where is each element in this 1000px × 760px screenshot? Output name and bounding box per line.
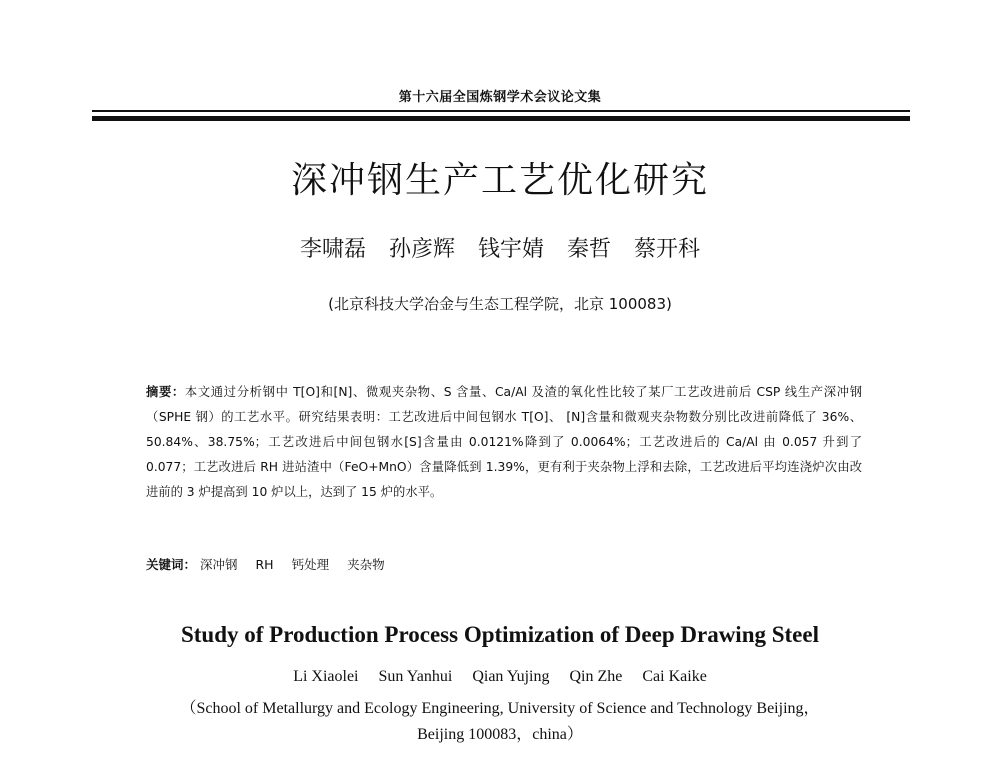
abstract-text: 本文通过分析钢中 T[O]和[N]、微观夹杂物、S 含量、Ca/Al 及渣的氧化性比较了某厂工艺改进前后 CSP 线生产深冲钢（SPHE 钢）的工艺水平。研究结果表明：工艺改进后中间包钢水 T[O]、 [N]含量和微观夹杂物数分别比改进前降低了 36%、50.84%、38.75%；工艺改进后中间包钢水[S]含量由 0.0121%降到了 0.0064%；工艺改进后的 Ca/Al 由 0.057 升到了 0.077；工艺改进后 RH 进站渣中（FeO+MnO）含量降低到 1.39%，更有利于夹杂物上浮和去除，工艺改进后平均连浇炉次由改进前的 3 炉提高到 10 炉以上，达到了 15 炉的水平。 <box>146 385 862 499</box>
author-en: Cai Kaike <box>642 668 707 685</box>
keyword: 夹杂物 <box>347 557 385 572</box>
author-en: Li Xiaolei <box>293 668 359 685</box>
abstract-block <box>146 380 862 505</box>
author-list-chinese <box>0 232 1000 263</box>
paper-title-chinese: 深冲钢生产工艺优化研究 <box>290 160 709 201</box>
paper-title-english: Study of Production Process Optimization of Deep Drawing Steel <box>180 622 819 647</box>
affiliation-chinese: (北京科技大学冶金与生态工程学院，北京 100083) <box>328 295 672 313</box>
keywords-block <box>146 555 862 573</box>
author-zh: 孙彦辉 <box>388 237 455 262</box>
affiliation-english <box>0 696 1000 748</box>
keyword: RH <box>255 557 274 572</box>
author-en: Qin Zhe <box>569 668 623 685</box>
header-rule-thick <box>92 116 910 121</box>
keyword: 钙处理 <box>291 557 330 572</box>
abstract-label: 摘要： <box>146 385 185 399</box>
author-list-english <box>0 668 1000 686</box>
author-zh: 李啸磊 <box>299 237 366 262</box>
keywords-label: 关键词： <box>146 557 197 572</box>
author-en: Qian Yujing <box>472 668 550 685</box>
running-head: 第十六届全国炼钢学术会议论文集 <box>398 90 602 105</box>
author-zh: 钱宇婧 <box>477 237 544 262</box>
author-en: Sun Yanhui <box>378 668 453 685</box>
affiliation-english-line: Beijing 100083，china） <box>417 726 583 743</box>
header-rule-thin <box>92 110 910 112</box>
author-zh: 秦哲 <box>567 237 612 262</box>
author-zh: 蔡开科 <box>634 237 701 262</box>
affiliation-english-line: （School of Metallurgy and Ecology Engineering, University of Science and Technology Beijing， <box>180 700 820 717</box>
keyword: 深冲钢 <box>200 557 238 572</box>
